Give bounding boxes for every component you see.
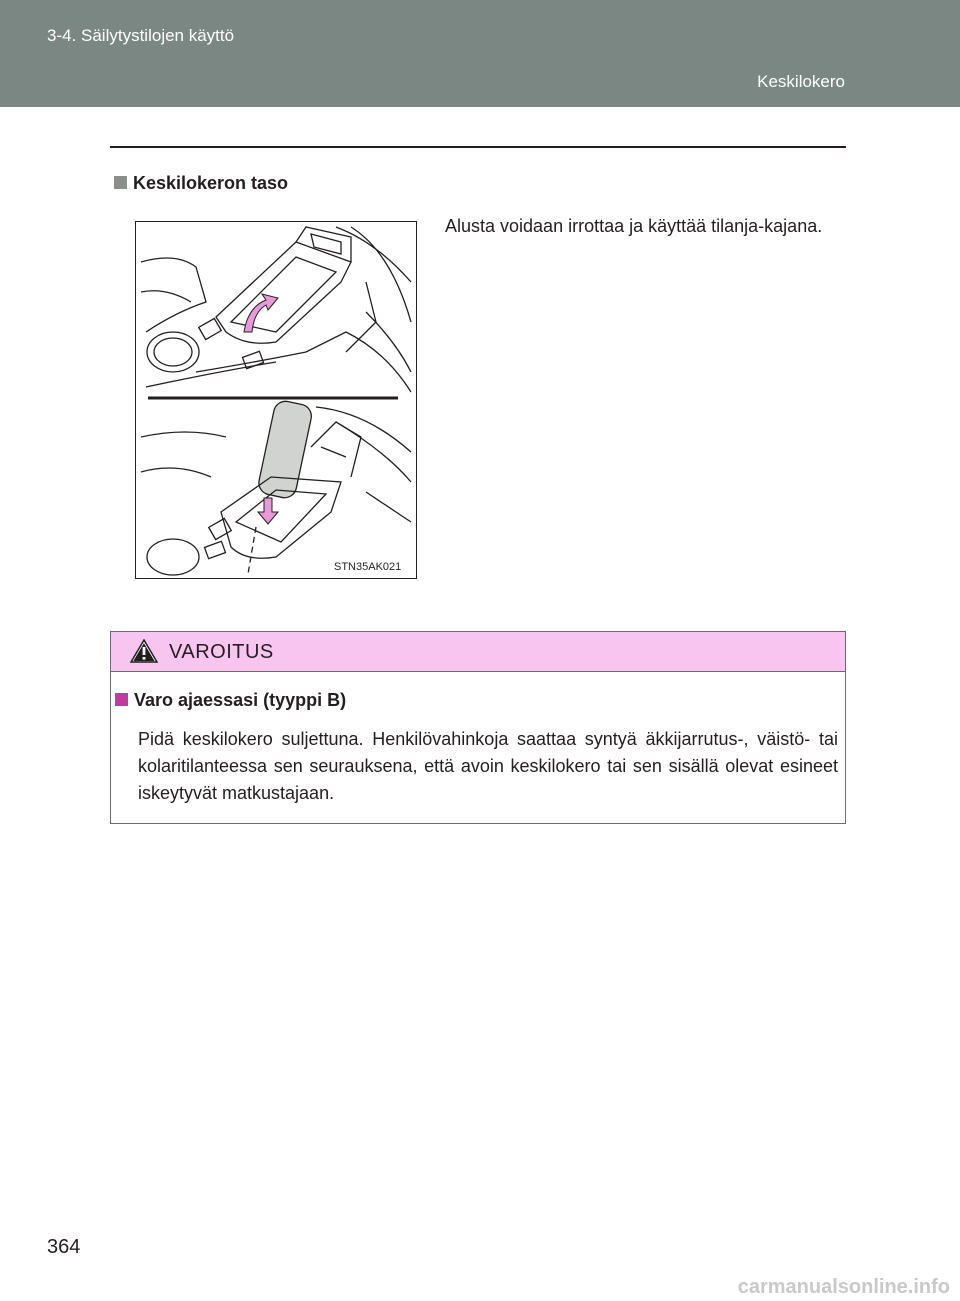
figure-code: STN35AK021 [334,561,402,573]
page-header [0,0,960,107]
page-number: 364 [47,1236,81,1258]
console-drawing [136,222,416,578]
watermark: carmanualsonline.info [737,1276,950,1298]
square-bullet-icon [115,693,128,706]
caution-header [111,632,845,672]
caution-subheading [115,690,346,711]
body-text: Alusta voidaan irrottaa ja käyttää tilanja-kajana. [445,216,823,236]
console-tray-illustration [135,221,417,579]
square-bullet-icon [114,176,127,189]
caution-subtitle: Varo ajaessasi (tyyppi B) [134,690,347,710]
section-title: Keskilokero [757,72,845,91]
caution-text: Pidä keskilokero suljettuna. Henkilövahinkoja saattaa syntyä äkkijarrutus-, väistö- tai kolaritilanteessa sen seurauksena, että avoin keskilokero tai sen sisällä olevat esineet iskeytyvät matkustajaan. [138,729,838,803]
caution-title: VAROITUS [169,641,274,663]
chapter-title: 3-4. Säilytystilojen käyttö [47,26,235,45]
caution-box [110,631,846,824]
subsection-heading [114,173,288,194]
warning-triangle-icon [130,639,158,663]
subsection-title: Keskilokeron taso [133,173,289,193]
divider [110,146,846,148]
